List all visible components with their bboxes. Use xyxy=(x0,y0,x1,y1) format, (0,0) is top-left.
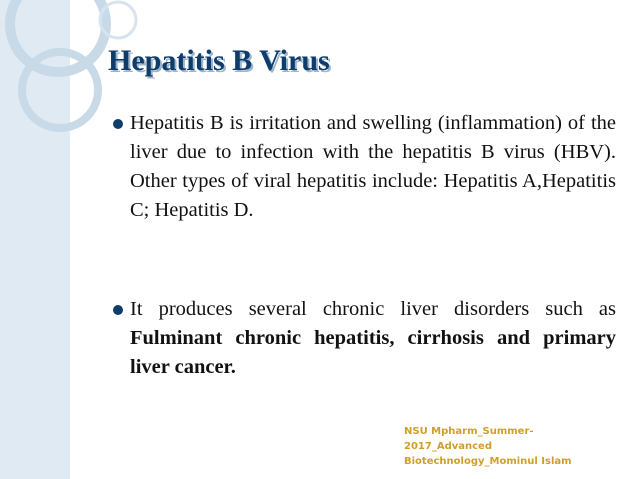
bullet-2-intro: It produces several chronic liver disorders such as xyxy=(130,298,616,320)
footer-line-2: 2017_Advanced xyxy=(404,441,492,452)
deco-circle-1 xyxy=(10,0,106,72)
bullet-2-bold-text: Fulminant chronic hepatitis, cirrhosis and primary liver cancer. xyxy=(130,327,616,378)
deco-circle-2 xyxy=(22,52,98,128)
bullet-text-1: Hepatitis B is irritation and swelling (inflammation) of the liver due to infection with the hepatitis B virus (HBV). Other types of viral hepatitis include: Hepatitis A,Hepatitis C; Hepatitis D. xyxy=(130,112,616,221)
bullet-text-2 xyxy=(130,295,616,382)
bullet-marker-1 xyxy=(113,119,123,129)
slide-title: Hepatitis B Virus xyxy=(108,44,330,77)
footer-credit xyxy=(404,424,604,469)
footer-line-3: Biotechnology_Mominul Islam xyxy=(404,456,572,467)
footer-line-1: NSU Mpharm_Summer- xyxy=(404,426,534,437)
bullet-marker-2 xyxy=(113,305,123,315)
